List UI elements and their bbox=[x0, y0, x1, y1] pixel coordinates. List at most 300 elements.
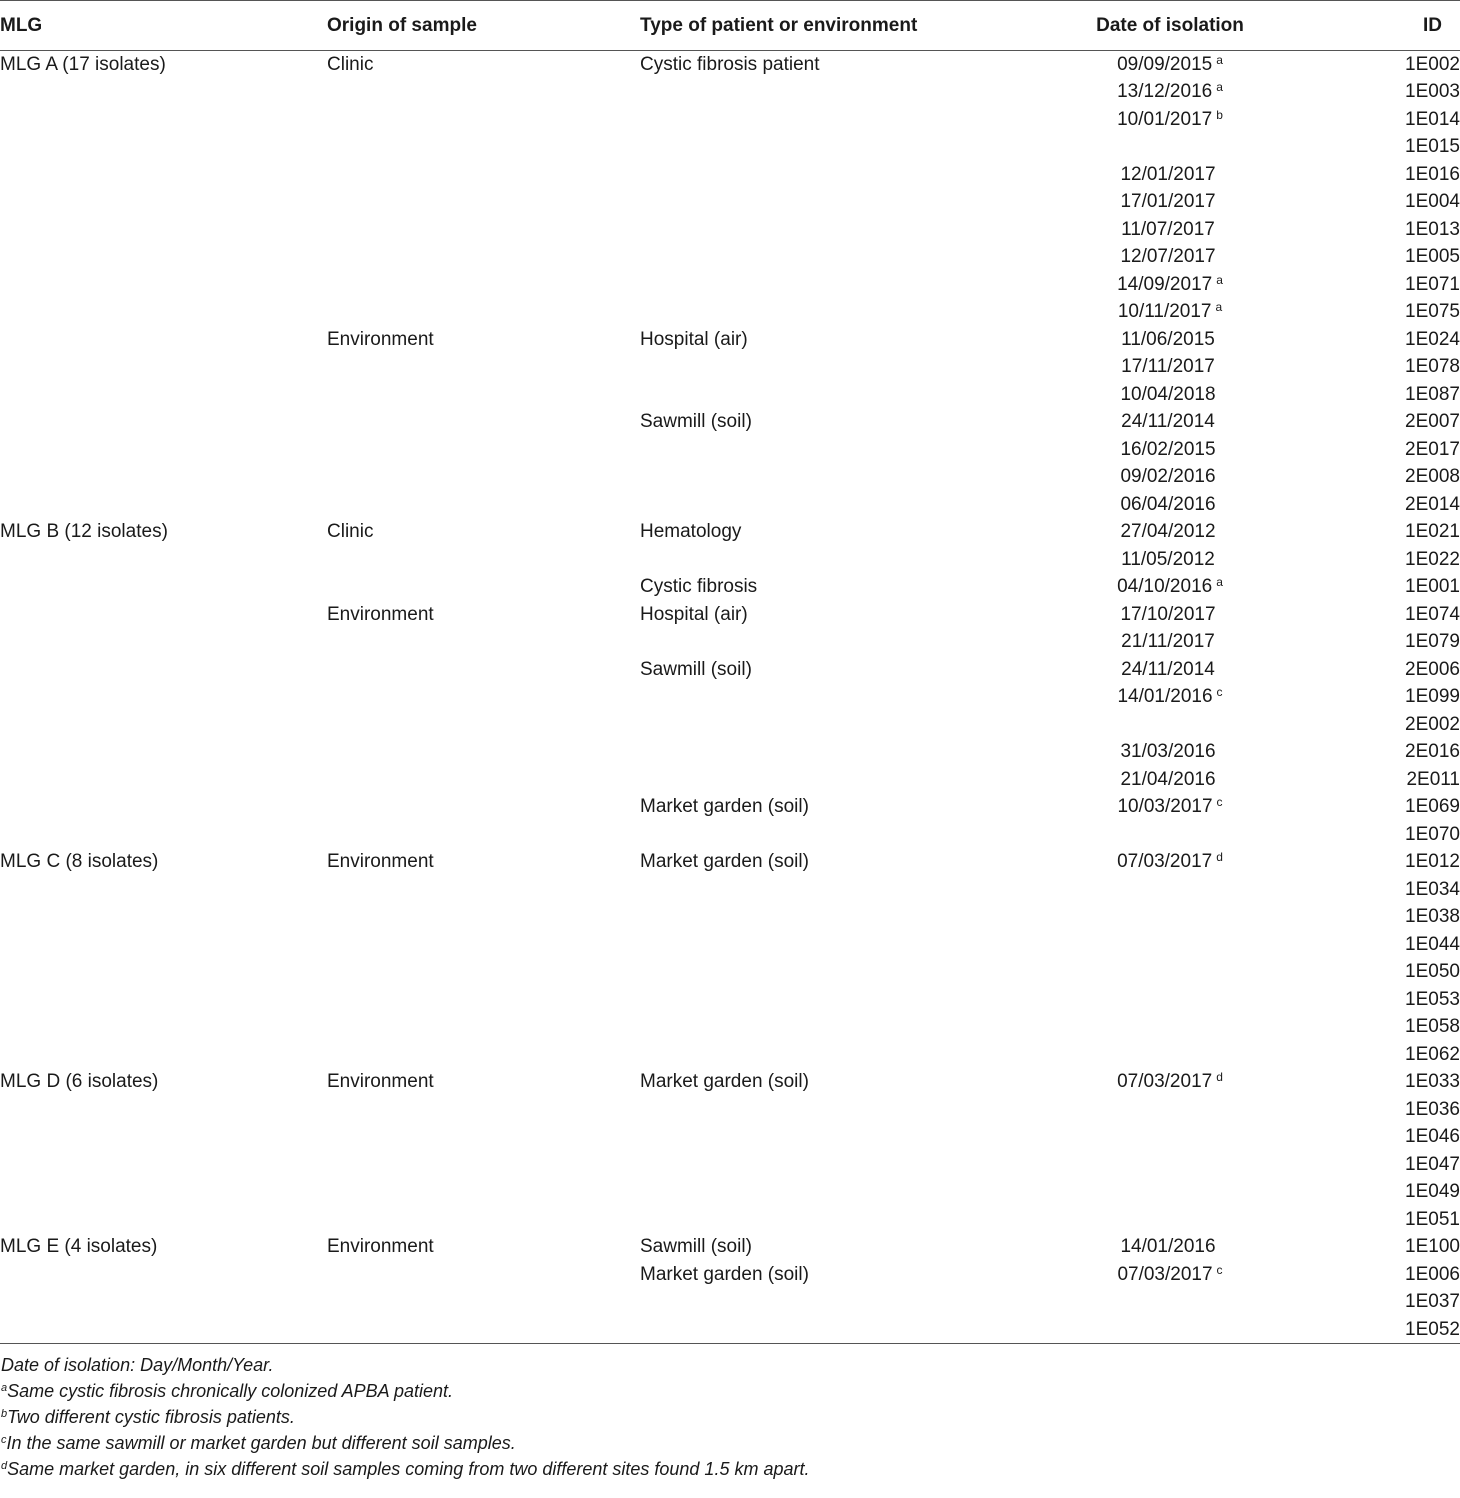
cell-id-text: 1E075 bbox=[1405, 301, 1460, 323]
cell-date bbox=[1070, 353, 1270, 381]
footnote bbox=[0, 1404, 1460, 1430]
cell-origin bbox=[327, 1068, 640, 1096]
cell-date-text: 17/11/2017 bbox=[1121, 356, 1215, 378]
cell-date-text: 06/04/2016 bbox=[1120, 493, 1216, 515]
cell-mlg bbox=[0, 931, 327, 959]
cell-mlg bbox=[0, 1261, 327, 1289]
cell-origin bbox=[327, 1288, 640, 1316]
table-row bbox=[0, 161, 1460, 189]
cell-date-text: 21/11/2017 bbox=[1121, 631, 1215, 653]
cell-id bbox=[1270, 161, 1460, 189]
cell-type bbox=[640, 628, 1070, 656]
cell-id-text: 1E079 bbox=[1405, 631, 1460, 653]
cell-origin-text: Clinic bbox=[327, 521, 374, 543]
cell-id-text: 1E099 bbox=[1405, 686, 1460, 708]
cell-date-text: 17/10/2017 bbox=[1120, 603, 1216, 625]
cell-type bbox=[640, 106, 1070, 134]
cell-date-text: 13/12/2016 bbox=[1117, 81, 1213, 103]
cell-date-text: 11/06/2015 bbox=[1121, 328, 1215, 350]
cell-id bbox=[1270, 821, 1460, 849]
table-row bbox=[0, 793, 1460, 821]
table-row bbox=[0, 628, 1460, 656]
cell-id bbox=[1270, 216, 1460, 244]
cell-id bbox=[1270, 381, 1460, 409]
cell-id bbox=[1270, 1068, 1460, 1096]
cell-id-text: 1E071 bbox=[1405, 273, 1460, 295]
cell-id bbox=[1270, 986, 1460, 1014]
footnote-mark: b bbox=[1, 1407, 8, 1420]
table-row bbox=[0, 1288, 1460, 1316]
cell-id-text: 1E046 bbox=[1405, 1126, 1460, 1148]
cell-origin bbox=[327, 326, 640, 354]
cell-type bbox=[640, 738, 1070, 766]
footnote-text: Same market garden, in six different soil samples coming from two different sites found 1.5 km apart. bbox=[7, 1458, 810, 1479]
table-row bbox=[0, 1316, 1460, 1344]
footnote bbox=[0, 1352, 1460, 1378]
header-row bbox=[0, 1, 1460, 51]
cell-mlg bbox=[0, 848, 327, 876]
cell-id-text: 1E100 bbox=[1405, 1236, 1460, 1258]
cell-mlg bbox=[0, 1123, 327, 1151]
table-row bbox=[0, 601, 1460, 629]
table-row bbox=[0, 1233, 1460, 1261]
cell-origin bbox=[327, 1123, 640, 1151]
cell-mlg bbox=[0, 876, 327, 904]
cell-origin bbox=[327, 78, 640, 106]
table-row bbox=[0, 133, 1460, 161]
cell-type bbox=[640, 353, 1070, 381]
cell-id-text: 1E034 bbox=[1405, 878, 1460, 900]
cell-date bbox=[1070, 1316, 1270, 1344]
table-row bbox=[0, 518, 1460, 546]
cell-date bbox=[1070, 106, 1270, 134]
cell-date-text: 21/04/2016 bbox=[1120, 768, 1216, 790]
cell-mlg bbox=[0, 463, 327, 491]
cell-origin bbox=[327, 463, 640, 491]
cell-origin bbox=[327, 436, 640, 464]
cell-id bbox=[1270, 1206, 1460, 1234]
cell-date bbox=[1070, 518, 1270, 546]
cell-type bbox=[640, 216, 1070, 244]
cell-id bbox=[1270, 106, 1460, 134]
cell-origin bbox=[327, 958, 640, 986]
cell-origin bbox=[327, 1233, 640, 1261]
cell-id-text: 1E021 bbox=[1405, 521, 1460, 543]
cell-origin-text: Environment bbox=[327, 851, 434, 873]
cell-type-text: Cystic fibrosis bbox=[640, 576, 758, 598]
cell-origin-text: Environment bbox=[327, 328, 434, 350]
cell-id-text: 1E024 bbox=[1405, 328, 1460, 350]
cell-origin-text: Environment bbox=[327, 1236, 434, 1258]
table-row bbox=[0, 903, 1460, 931]
footnote-text: In the same sawmill or market garden but different soil samples. bbox=[6, 1432, 516, 1453]
cell-mlg bbox=[0, 1068, 327, 1096]
footnote-marker: a bbox=[1215, 300, 1223, 315]
cell-origin bbox=[327, 216, 640, 244]
cell-id-text: 1E044 bbox=[1405, 933, 1460, 955]
cell-origin bbox=[327, 683, 640, 711]
cell-id bbox=[1270, 353, 1460, 381]
footnote-marker: d bbox=[1216, 1070, 1223, 1085]
footnote bbox=[0, 1430, 1460, 1456]
cell-date bbox=[1070, 958, 1270, 986]
cell-id bbox=[1270, 903, 1460, 931]
cell-date bbox=[1070, 1068, 1270, 1096]
cell-mlg bbox=[0, 298, 327, 326]
cell-id bbox=[1270, 1013, 1460, 1041]
cell-mlg bbox=[0, 133, 327, 161]
cell-type bbox=[640, 188, 1070, 216]
cell-id bbox=[1270, 656, 1460, 684]
cell-id-text: 1E047 bbox=[1405, 1153, 1460, 1175]
cell-id bbox=[1270, 738, 1460, 766]
cell-date bbox=[1070, 298, 1270, 326]
cell-id bbox=[1270, 1151, 1460, 1179]
cell-origin bbox=[327, 1013, 640, 1041]
cell-mlg bbox=[0, 1151, 327, 1179]
cell-id bbox=[1270, 463, 1460, 491]
table-row bbox=[0, 656, 1460, 684]
cell-date bbox=[1070, 683, 1270, 711]
cell-date-text: 17/01/2017 bbox=[1120, 191, 1216, 213]
cell-type bbox=[640, 1233, 1070, 1261]
cell-id bbox=[1270, 1288, 1460, 1316]
cell-mlg bbox=[0, 1178, 327, 1206]
cell-origin bbox=[327, 188, 640, 216]
cell-date bbox=[1070, 766, 1270, 794]
header-id: ID bbox=[1270, 1, 1460, 51]
table-row bbox=[0, 381, 1460, 409]
cell-type-text: Hematology bbox=[640, 521, 742, 543]
footnote bbox=[0, 1456, 1460, 1482]
table-row bbox=[0, 573, 1460, 601]
cell-type bbox=[640, 133, 1070, 161]
cell-mlg bbox=[0, 243, 327, 271]
cell-type bbox=[640, 161, 1070, 189]
table-row bbox=[0, 436, 1460, 464]
table-row bbox=[0, 271, 1460, 299]
cell-id bbox=[1270, 601, 1460, 629]
cell-id-text: 1E012 bbox=[1405, 851, 1460, 873]
cell-origin bbox=[327, 1206, 640, 1234]
cell-origin bbox=[327, 628, 640, 656]
cell-id-text: 1E006 bbox=[1405, 1263, 1460, 1285]
cell-date bbox=[1070, 51, 1270, 79]
cell-origin bbox=[327, 848, 640, 876]
cell-date-text: 24/11/2014 bbox=[1121, 411, 1215, 433]
cell-mlg bbox=[0, 326, 327, 354]
cell-mlg bbox=[0, 1013, 327, 1041]
footnote-mark: c bbox=[1, 1433, 7, 1446]
table-row bbox=[0, 491, 1460, 519]
cell-id-text: 1E036 bbox=[1405, 1098, 1460, 1120]
cell-origin bbox=[327, 986, 640, 1014]
cell-id bbox=[1270, 271, 1460, 299]
cell-id bbox=[1270, 326, 1460, 354]
cell-type bbox=[640, 408, 1070, 436]
cell-mlg bbox=[0, 188, 327, 216]
table-row bbox=[0, 1013, 1460, 1041]
cell-date bbox=[1070, 848, 1270, 876]
cell-id bbox=[1270, 711, 1460, 739]
cell-type bbox=[640, 821, 1070, 849]
cell-type-text: Hospital (air) bbox=[640, 603, 748, 625]
cell-type bbox=[640, 711, 1070, 739]
cell-id bbox=[1270, 51, 1460, 79]
cell-id bbox=[1270, 628, 1460, 656]
cell-date bbox=[1070, 546, 1270, 574]
cell-id bbox=[1270, 958, 1460, 986]
footnote-text: Date of isolation: Day/Month/Year. bbox=[1, 1354, 274, 1375]
footnote-marker: a bbox=[1216, 272, 1223, 287]
table-row bbox=[0, 243, 1460, 271]
cell-id bbox=[1270, 1316, 1460, 1344]
cell-mlg bbox=[0, 436, 327, 464]
cell-origin bbox=[327, 711, 640, 739]
cell-id bbox=[1270, 876, 1460, 904]
cell-mlg bbox=[0, 656, 327, 684]
cell-type-text: Sawmill (soil) bbox=[640, 1236, 752, 1258]
cell-type bbox=[640, 271, 1070, 299]
cell-origin bbox=[327, 573, 640, 601]
cell-origin bbox=[327, 381, 640, 409]
table-row bbox=[0, 1206, 1460, 1234]
cell-date bbox=[1070, 1151, 1270, 1179]
footnote-marker: d bbox=[1216, 850, 1223, 865]
table-row bbox=[0, 546, 1460, 574]
cell-origin bbox=[327, 1096, 640, 1124]
cell-type bbox=[640, 381, 1070, 409]
table-row bbox=[0, 1261, 1460, 1289]
cell-type bbox=[640, 1068, 1070, 1096]
cell-type-text: Sawmill (soil) bbox=[640, 411, 752, 433]
footnote-marker: a bbox=[1216, 575, 1223, 590]
table-row bbox=[0, 683, 1460, 711]
cell-date bbox=[1070, 436, 1270, 464]
cell-date bbox=[1070, 161, 1270, 189]
cell-date bbox=[1070, 243, 1270, 271]
cell-id-text: 1E052 bbox=[1405, 1318, 1460, 1340]
cell-id-text: 1E038 bbox=[1405, 906, 1460, 928]
cell-mlg-text: MLG B (12 isolates) bbox=[0, 521, 168, 543]
cell-date bbox=[1070, 381, 1270, 409]
cell-mlg bbox=[0, 1316, 327, 1344]
cell-date bbox=[1070, 271, 1270, 299]
cell-type bbox=[640, 573, 1070, 601]
cell-id-text: 1E013 bbox=[1405, 218, 1460, 240]
table-row bbox=[0, 876, 1460, 904]
cell-id-text: 1E015 bbox=[1405, 136, 1460, 158]
cell-mlg bbox=[0, 408, 327, 436]
cell-date bbox=[1070, 188, 1270, 216]
table-row bbox=[0, 326, 1460, 354]
cell-date bbox=[1070, 1096, 1270, 1124]
cell-type-text: Cystic fibrosis patient bbox=[640, 54, 820, 75]
cell-date-text: 10/04/2018 bbox=[1120, 383, 1216, 405]
cell-origin bbox=[327, 1316, 640, 1344]
cell-date bbox=[1070, 738, 1270, 766]
cell-origin bbox=[327, 518, 640, 546]
cell-type-text: Market garden (soil) bbox=[640, 851, 809, 873]
cell-origin bbox=[327, 821, 640, 849]
cell-type bbox=[640, 903, 1070, 931]
cell-id bbox=[1270, 78, 1460, 106]
table-row bbox=[0, 931, 1460, 959]
cell-date-text: 31/03/2016 bbox=[1120, 741, 1216, 763]
table-header bbox=[0, 1, 1460, 51]
cell-type bbox=[640, 546, 1070, 574]
cell-origin bbox=[327, 491, 640, 519]
cell-type bbox=[640, 601, 1070, 629]
footnote-marker: b bbox=[1216, 107, 1223, 122]
cell-date-text: 27/04/2012 bbox=[1120, 521, 1216, 543]
cell-id-text: 2E007 bbox=[1405, 411, 1460, 433]
cell-date-text: 12/01/2017 bbox=[1120, 163, 1216, 185]
cell-type bbox=[640, 491, 1070, 519]
header-type: Type of patient or environment bbox=[640, 1, 1070, 51]
cell-date bbox=[1070, 1041, 1270, 1069]
cell-id bbox=[1270, 1178, 1460, 1206]
cell-id bbox=[1270, 408, 1460, 436]
cell-date-text: 12/07/2017 bbox=[1120, 246, 1216, 268]
cell-origin bbox=[327, 876, 640, 904]
cell-date bbox=[1070, 408, 1270, 436]
cell-date bbox=[1070, 1178, 1270, 1206]
cell-origin bbox=[327, 793, 640, 821]
cell-mlg bbox=[0, 1233, 327, 1261]
cell-type bbox=[640, 1316, 1070, 1344]
table-row bbox=[0, 216, 1460, 244]
cell-date-text: 07/03/2017 bbox=[1117, 1071, 1213, 1093]
cell-origin bbox=[327, 408, 640, 436]
table-row bbox=[0, 958, 1460, 986]
cell-mlg bbox=[0, 1096, 327, 1124]
cell-id bbox=[1270, 298, 1460, 326]
cell-id bbox=[1270, 518, 1460, 546]
cell-origin bbox=[327, 353, 640, 381]
cell-date bbox=[1070, 463, 1270, 491]
cell-mlg bbox=[0, 51, 327, 79]
cell-id-text: 1E001 bbox=[1405, 576, 1460, 598]
cell-type-text: Market garden (soil) bbox=[640, 1071, 809, 1093]
cell-origin bbox=[327, 931, 640, 959]
cell-id-text: 1E004 bbox=[1405, 191, 1460, 213]
cell-origin-text: Environment bbox=[327, 1071, 434, 1093]
cell-id bbox=[1270, 491, 1460, 519]
cell-id bbox=[1270, 766, 1460, 794]
cell-id bbox=[1270, 243, 1460, 271]
cell-id bbox=[1270, 546, 1460, 574]
cell-type bbox=[640, 1288, 1070, 1316]
cell-type bbox=[640, 1013, 1070, 1041]
cell-id-text: 1E002 bbox=[1405, 54, 1460, 75]
cell-id-text: 1E053 bbox=[1405, 988, 1460, 1010]
footnote-text: Two different cystic fibrosis patients. bbox=[7, 1406, 295, 1427]
cell-type bbox=[640, 1261, 1070, 1289]
cell-mlg bbox=[0, 1288, 327, 1316]
cell-date-text: 07/03/2017 bbox=[1117, 1263, 1213, 1285]
cell-date bbox=[1070, 821, 1270, 849]
cell-date-text: 04/10/2016 bbox=[1117, 576, 1213, 598]
table-row bbox=[0, 1068, 1460, 1096]
cell-date bbox=[1070, 1288, 1270, 1316]
cell-date-text: 10/01/2017 bbox=[1117, 108, 1213, 130]
cell-id-text: 2E017 bbox=[1405, 438, 1460, 460]
cell-id-text: 1E014 bbox=[1405, 108, 1460, 130]
cell-origin bbox=[327, 1041, 640, 1069]
cell-id-text: 1E070 bbox=[1405, 823, 1460, 845]
cell-date bbox=[1070, 78, 1270, 106]
cell-origin bbox=[327, 766, 640, 794]
cell-origin bbox=[327, 546, 640, 574]
cell-mlg-text: MLG D (6 isolates) bbox=[0, 1071, 159, 1093]
table-row bbox=[0, 711, 1460, 739]
footnote-mark: d bbox=[1, 1459, 8, 1472]
cell-type bbox=[640, 766, 1070, 794]
cell-date-text: 07/03/2017 bbox=[1117, 851, 1213, 873]
header-origin: Origin of sample bbox=[327, 1, 640, 51]
cell-id bbox=[1270, 1041, 1460, 1069]
footnote-marker: c bbox=[1216, 685, 1223, 700]
footnote-marker: a bbox=[1216, 53, 1223, 67]
cell-mlg bbox=[0, 628, 327, 656]
cell-mlg bbox=[0, 1206, 327, 1234]
table-row bbox=[0, 106, 1460, 134]
cell-id-text: 1E016 bbox=[1405, 163, 1460, 185]
cell-type bbox=[640, 78, 1070, 106]
cell-id-text: 1E049 bbox=[1405, 1181, 1460, 1203]
cell-id bbox=[1270, 573, 1460, 601]
table-footnotes bbox=[0, 1344, 1460, 1482]
cell-date bbox=[1070, 793, 1270, 821]
cell-id-text: 1E078 bbox=[1405, 356, 1460, 378]
cell-id-text: 1E022 bbox=[1405, 548, 1460, 570]
cell-id-text: 2E006 bbox=[1405, 658, 1460, 680]
cell-date-text: 10/03/2017 bbox=[1117, 796, 1213, 818]
cell-mlg bbox=[0, 711, 327, 739]
cell-mlg bbox=[0, 106, 327, 134]
cell-date bbox=[1070, 876, 1270, 904]
cell-id bbox=[1270, 133, 1460, 161]
cell-id-text: 2E008 bbox=[1405, 466, 1460, 488]
cell-date bbox=[1070, 491, 1270, 519]
cell-id-text: 1E051 bbox=[1405, 1208, 1460, 1230]
cell-origin bbox=[327, 656, 640, 684]
cell-type bbox=[640, 298, 1070, 326]
cell-id-text: 1E037 bbox=[1405, 1291, 1460, 1313]
cell-date bbox=[1070, 986, 1270, 1014]
cell-mlg bbox=[0, 78, 327, 106]
cell-mlg-text: MLG A (17 isolates) bbox=[0, 54, 166, 75]
table-row bbox=[0, 986, 1460, 1014]
cell-id-text: 1E033 bbox=[1405, 1071, 1460, 1093]
cell-type-text: Hospital (air) bbox=[640, 328, 748, 350]
cell-date bbox=[1070, 216, 1270, 244]
table-row bbox=[0, 1041, 1460, 1069]
cell-date-text: 10/11/2017 bbox=[1117, 301, 1212, 323]
table-row bbox=[0, 848, 1460, 876]
cell-mlg bbox=[0, 161, 327, 189]
cell-type bbox=[640, 1151, 1070, 1179]
cell-id-text: 1E069 bbox=[1405, 796, 1460, 818]
footnote-marker: a bbox=[1216, 80, 1223, 95]
cell-type bbox=[640, 1206, 1070, 1234]
table-row bbox=[0, 738, 1460, 766]
cell-id bbox=[1270, 848, 1460, 876]
table-row bbox=[0, 408, 1460, 436]
cell-date bbox=[1070, 1233, 1270, 1261]
cell-type bbox=[640, 683, 1070, 711]
